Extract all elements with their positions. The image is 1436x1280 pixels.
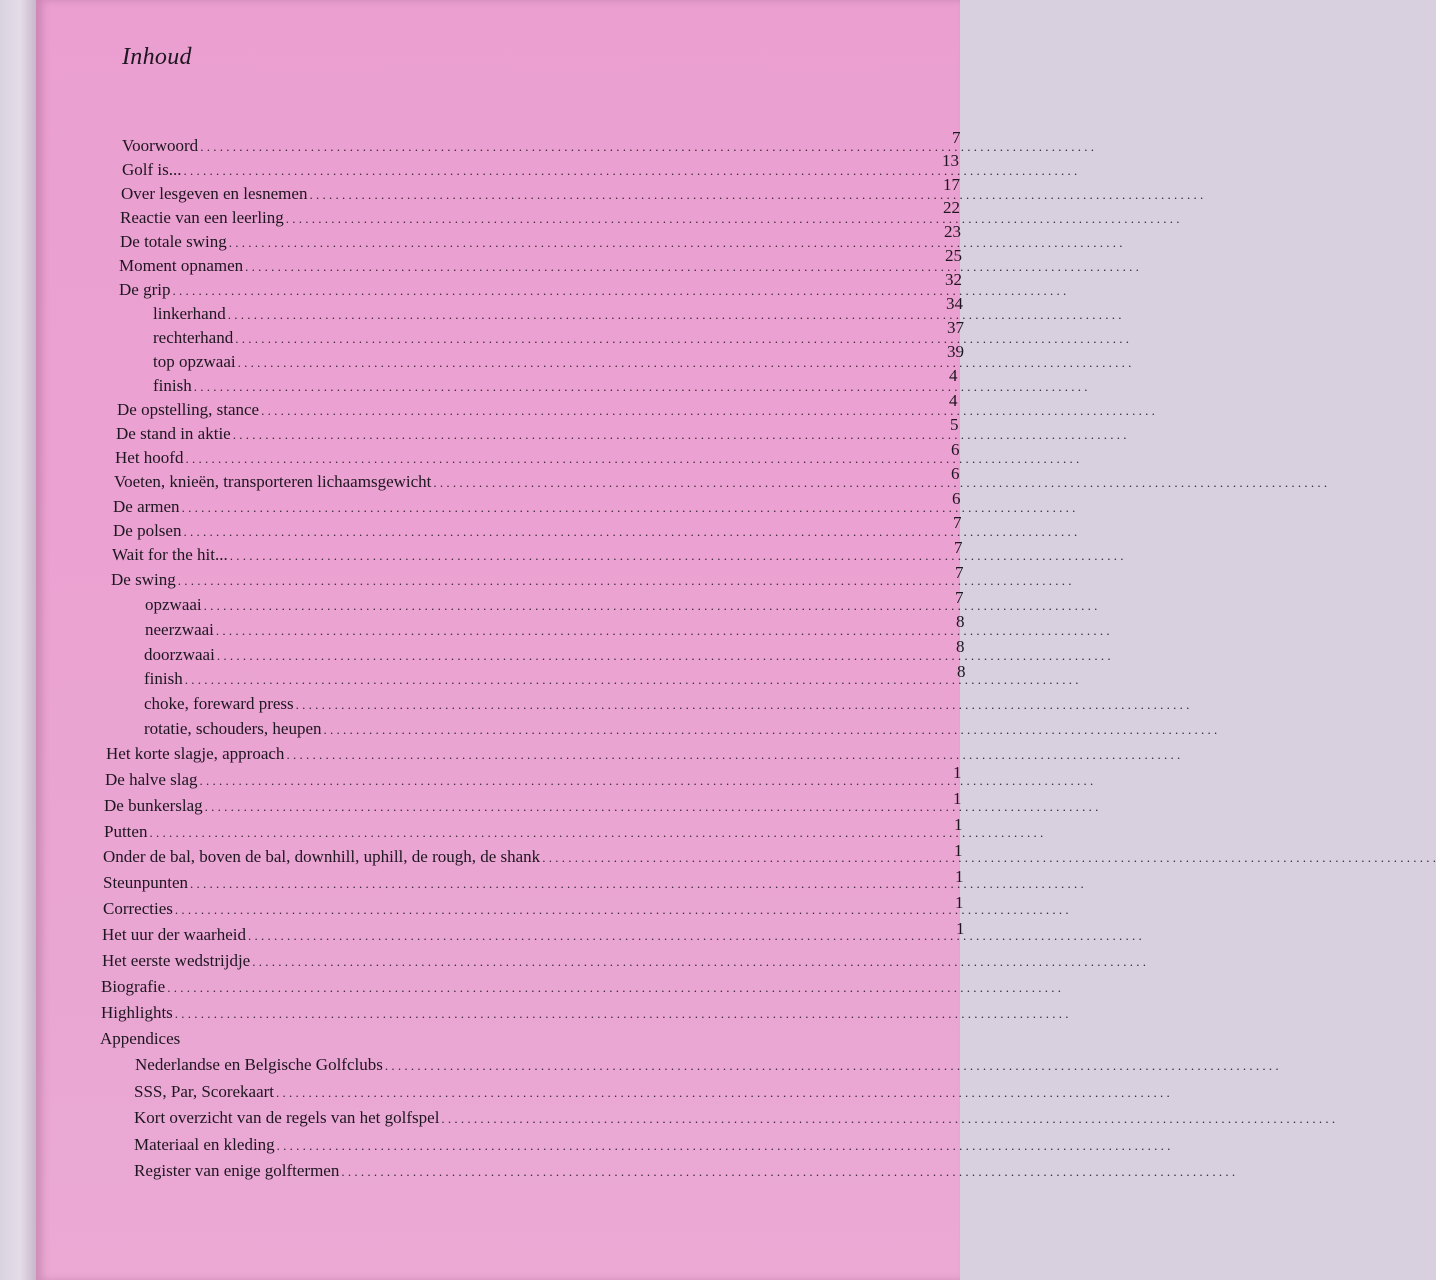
- toc-page-number: 6: [951, 464, 960, 483]
- toc-entry: [145, 593, 893, 615]
- leader-dots: [217, 647, 1111, 665]
- toc-entry-label: De grip: [119, 280, 171, 299]
- toc-entry: [104, 820, 900, 842]
- toc-page-number: 7: [955, 563, 964, 582]
- toc-entry: [111, 568, 892, 590]
- toc-page-number: 32: [945, 270, 962, 289]
- toc-entry-label: Onder de bal, boven de bal, downhill, uphill, de rough, de shank: [103, 847, 541, 866]
- toc-entry: [119, 278, 887, 300]
- toc-entry: [103, 897, 902, 919]
- toc-entry: [153, 326, 888, 348]
- toc-entry-label: doorzwaai: [144, 645, 215, 664]
- toc-entry: [120, 206, 886, 228]
- toc-entry: [153, 374, 888, 396]
- toc-page-number: 8: [957, 662, 966, 681]
- toc-page-number: 1: [955, 893, 964, 912]
- toc-entry-label: De halve slag: [105, 770, 198, 789]
- toc-entry-label: De stand in aktie: [116, 424, 231, 443]
- toc-entry-label: opzwaai: [145, 595, 202, 614]
- leader-dots: [178, 572, 1072, 590]
- toc-page-number: 7: [953, 513, 962, 532]
- toc-entry: [101, 975, 903, 997]
- toc-entry-label: Wait for the hit...: [112, 545, 228, 564]
- toc-page-number: 1: [953, 789, 962, 808]
- leader-dots: [277, 1137, 1171, 1155]
- toc-entry: [122, 158, 886, 180]
- toc-entry-label: SSS, Par, Scorekaart: [134, 1082, 275, 1101]
- leader-dots: [229, 234, 1123, 252]
- leader-dots: [233, 426, 1127, 444]
- leader-dots: [324, 721, 1218, 739]
- leader-dots: [172, 282, 1066, 300]
- toc-page-number: 1: [956, 919, 965, 938]
- toc-entry: [153, 350, 888, 372]
- leader-dots: [185, 671, 1079, 689]
- toc-entry: [105, 768, 898, 790]
- toc-page-number: 34: [946, 294, 963, 313]
- toc-entry-label: Het hoofd: [115, 448, 184, 467]
- toc-entry: [144, 692, 895, 714]
- toc-page-number: 8: [956, 637, 965, 656]
- toc-page-number: 6: [952, 489, 961, 508]
- toc-entry-label: finish: [144, 669, 183, 688]
- toc-entry-label: Biografie: [101, 977, 166, 996]
- leader-dots: [185, 450, 1079, 468]
- toc-entry-label: Kort overzicht van de regels van het golfspel: [134, 1108, 440, 1127]
- toc-page-number: 1: [954, 815, 963, 834]
- leader-dots: [441, 1110, 1335, 1128]
- toc-entry-label: De bunkerslag: [104, 796, 203, 815]
- leader-dots: [276, 1084, 1170, 1102]
- leader-dots: [205, 798, 1099, 816]
- toc-entry-label: Appendices: [100, 1029, 181, 1048]
- toc-entry-label: rotatie, schouders, heupen: [144, 719, 322, 738]
- toc-entry-label: Het eerste wedstrijdje: [102, 951, 251, 970]
- leader-dots: [286, 210, 1180, 228]
- toc-section-heading: [100, 1027, 400, 1049]
- leader-dots: [182, 499, 1076, 517]
- toc-page-number: 7: [954, 538, 963, 557]
- toc-entry: [144, 717, 896, 739]
- toc-entry-label: linkerhand: [153, 304, 226, 323]
- leader-dots: [183, 523, 1077, 541]
- leader-dots: [216, 622, 1110, 640]
- toc-page-number: 1: [955, 867, 964, 886]
- toc-entry-label: Register van enige golftermen: [134, 1161, 340, 1180]
- toc-entry-label: Golf is...: [122, 160, 182, 179]
- leader-dots: [341, 1163, 1235, 1181]
- toc-entry: [106, 742, 897, 764]
- toc-entry-label: Moment opnamen: [119, 256, 244, 275]
- toc-page-number: 4: [949, 366, 958, 385]
- toc-page-number: 8: [956, 612, 965, 631]
- leader-dots: [230, 547, 1124, 565]
- toc-entry-label: rechterhand: [153, 328, 234, 347]
- toc-entry: [144, 667, 895, 689]
- toc-entry: [135, 1053, 906, 1075]
- leader-dots: [309, 186, 1203, 204]
- toc-entry: [102, 949, 903, 971]
- toc-entry: [117, 398, 889, 420]
- toc-entry-label: Materiaal en kleding: [134, 1135, 275, 1154]
- leader-dots: [235, 330, 1129, 348]
- toc-entry-label: top opzwaai: [153, 352, 236, 371]
- toc-page-number: 22: [943, 198, 960, 217]
- toc-entry: [145, 618, 894, 640]
- toc-entry: [113, 495, 891, 517]
- toc-entry-label: De totale swing: [120, 232, 227, 251]
- leader-dots: [261, 402, 1155, 420]
- toc-page-number: 7: [952, 128, 961, 147]
- toc-entry-label: De polsen: [113, 521, 182, 540]
- toc-entry: [134, 1106, 908, 1128]
- leader-dots: [167, 979, 1061, 997]
- toc-entry-label: choke, foreward press: [144, 694, 294, 713]
- leader-dots: [385, 1057, 1279, 1075]
- toc-entry: [134, 1159, 911, 1181]
- leader-dots: [238, 354, 1132, 372]
- toc-entry-label: Steunpunten: [103, 873, 188, 892]
- leader-dots: [252, 953, 1146, 971]
- toc-page-number: 39: [947, 342, 964, 361]
- leader-dots: [175, 901, 1069, 919]
- leader-dots: [542, 849, 1436, 867]
- toc-entry: [116, 422, 889, 444]
- toc-entry: [134, 1080, 907, 1102]
- toc-entry-label: neerzwaai: [145, 620, 214, 639]
- toc-entry-label: Het uur der waarheid: [102, 925, 246, 944]
- toc-entry-label: Het korte slagje, approach: [106, 744, 285, 763]
- toc-entry-label: De swing: [111, 570, 176, 589]
- toc-page-number: 23: [944, 222, 961, 241]
- leader-dots: [228, 306, 1122, 324]
- toc-entry-label: finish: [153, 376, 192, 395]
- toc-entry-label: De opstelling, stance: [117, 400, 260, 419]
- leader-dots: [296, 696, 1190, 714]
- toc-entry-label: Reactie van een leerling: [120, 208, 284, 227]
- toc-page-number: 4: [949, 391, 958, 410]
- toc-entry-label: Putten: [104, 822, 148, 841]
- toc-entry: [115, 446, 890, 468]
- toc-entry: [153, 302, 888, 324]
- toc-page-number: 17: [943, 175, 960, 194]
- toc-page-number: 5: [950, 415, 959, 434]
- leader-dots: [190, 875, 1084, 893]
- toc-page-number: 37: [947, 318, 964, 337]
- toc-entry-label: Correcties: [103, 899, 173, 918]
- toc-entry-label: Over lesgeven en lesnemen: [121, 184, 308, 203]
- leader-dots: [433, 474, 1327, 492]
- leader-dots: [175, 1005, 1069, 1023]
- toc-entry: [120, 230, 887, 252]
- toc-entry: [113, 519, 891, 541]
- leader-dots: [248, 927, 1142, 945]
- toc-entry: [102, 923, 902, 945]
- page-title: Inhoud: [122, 44, 192, 70]
- leader-dots: [286, 746, 1180, 764]
- toc-page-number: 6: [951, 440, 960, 459]
- toc-page-number: 25: [945, 246, 962, 265]
- toc-entry: [101, 1001, 904, 1023]
- toc-entry: [134, 1133, 909, 1155]
- toc-entry-label: De armen: [113, 497, 180, 516]
- toc-entry: [121, 182, 886, 204]
- toc-entry-label: Nederlandse en Belgische Golfclubs: [135, 1055, 383, 1074]
- toc-entry: [103, 871, 901, 893]
- toc-entry: [119, 254, 887, 276]
- toc-page-number: 1: [954, 841, 963, 860]
- toc-page-number: 1: [953, 763, 962, 782]
- toc-entry: [122, 134, 886, 156]
- toc-entry: [144, 643, 894, 665]
- leader-dots: [149, 824, 1043, 842]
- toc-page-number: 13: [942, 151, 959, 170]
- leader-dots: [245, 258, 1139, 276]
- toc-entry: [103, 845, 900, 867]
- toc-entry: [114, 470, 890, 492]
- toc-entry-label: Voeten, knieën, transporteren lichaamsgewicht: [114, 472, 432, 491]
- toc-entry: [104, 794, 899, 816]
- toc-entry-label: Voorwoord: [122, 136, 199, 155]
- toc-entry: [112, 543, 892, 565]
- toc-entry-label: Highlights: [101, 1003, 173, 1022]
- toc-page-number: 7: [955, 588, 964, 607]
